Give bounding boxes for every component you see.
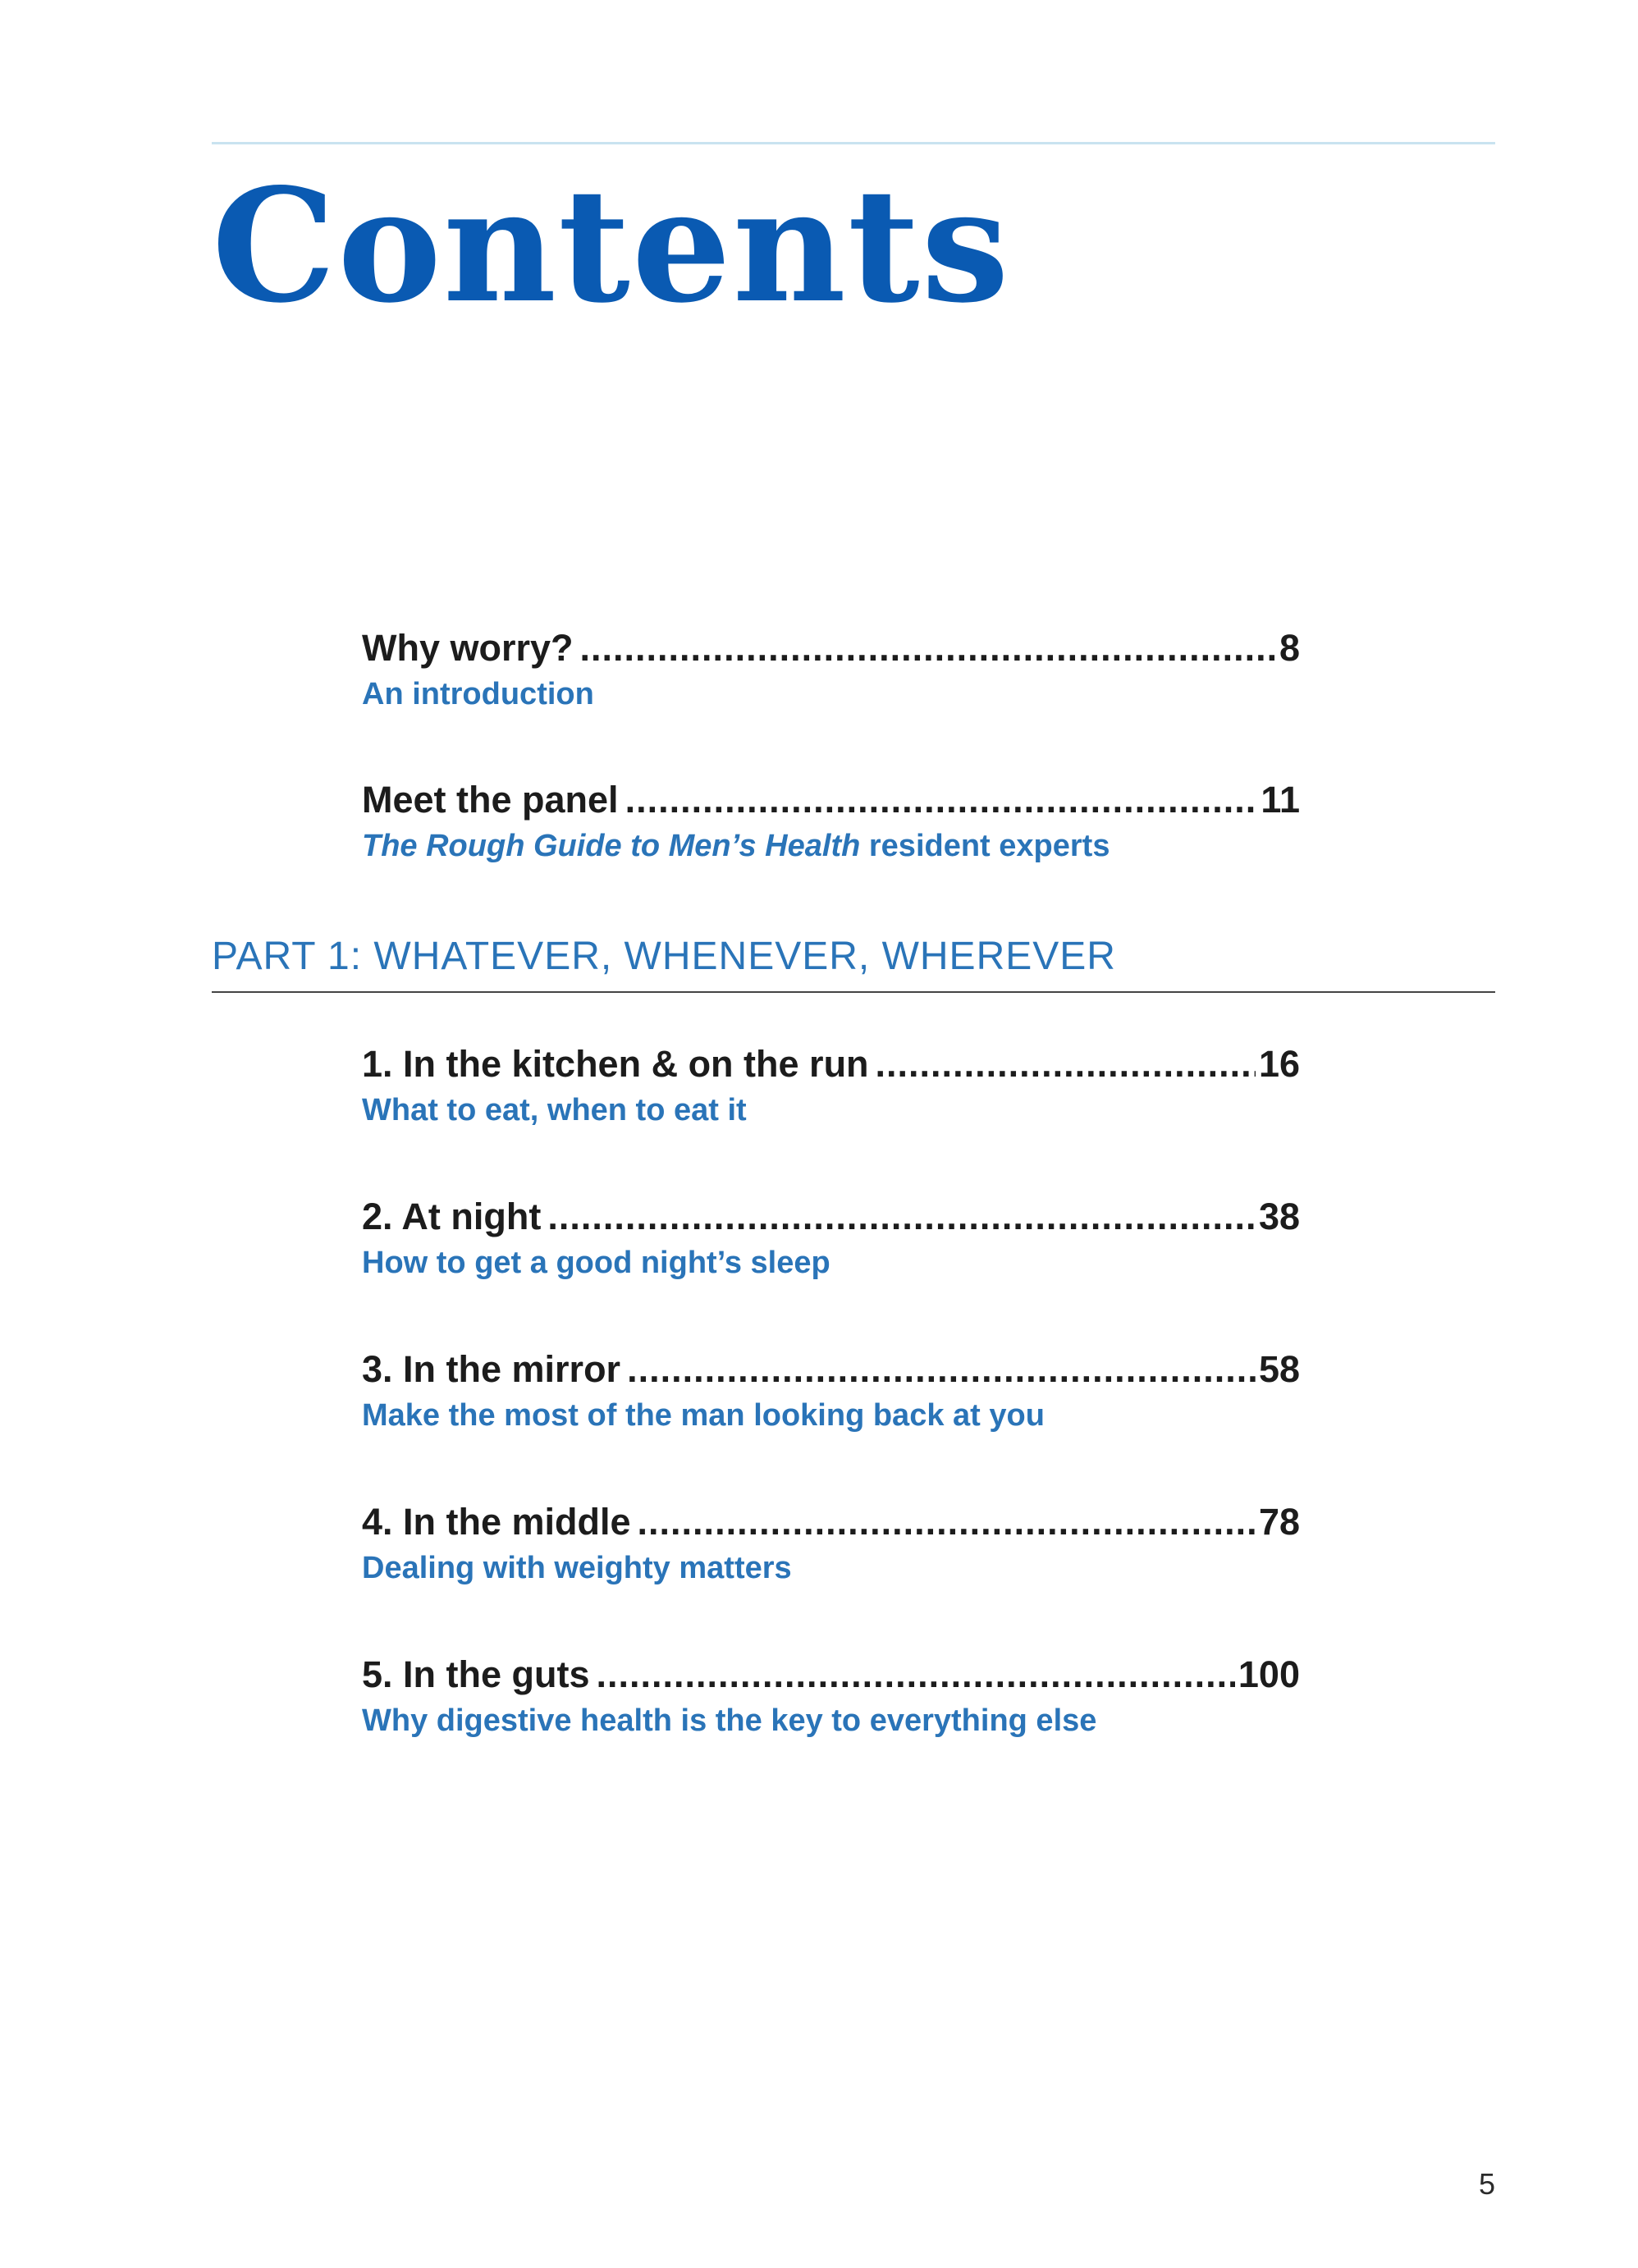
entry-page-number: 16 <box>1258 1043 1300 1085</box>
entry-title: Why worry? <box>362 627 574 669</box>
dot-leader <box>876 1041 1256 1087</box>
toc-entry-chapter-5[interactable] <box>362 1652 1300 1740</box>
entry-page-number: 38 <box>1258 1196 1300 1237</box>
entry-subtitle: How to get a good night’s sleep <box>362 1246 830 1280</box>
part-divider <box>212 991 1495 993</box>
entry-subtitle-text: An introduction <box>362 677 594 711</box>
toc-entry-chapter-1[interactable] <box>362 1041 1300 1130</box>
toc-entry-chapter-3[interactable] <box>362 1347 1300 1435</box>
entry-subtitle <box>362 826 1300 866</box>
entry-page-number: 8 <box>1279 627 1300 669</box>
entry-title: 2. At night <box>362 1196 542 1237</box>
entry-subtitle-text: resident experts <box>860 829 1110 863</box>
entry-line <box>362 1347 1300 1392</box>
entry-title: 3. In the mirror <box>362 1348 621 1390</box>
entry-title: Meet the panel <box>362 779 619 821</box>
entry-line <box>362 625 1300 671</box>
page-title: Contents <box>212 154 1011 337</box>
dot-leader <box>627 1347 1256 1392</box>
toc-entry-why-worry[interactable] <box>362 625 1300 714</box>
page-number: 5 <box>1478 2167 1495 2201</box>
entry-title: 5. In the guts <box>362 1653 590 1695</box>
entry-page-number: 78 <box>1258 1501 1300 1543</box>
entry-page-number: 58 <box>1258 1348 1300 1390</box>
entry-subtitle: Dealing with weighty matters <box>362 1551 792 1585</box>
entry-line <box>362 1652 1300 1698</box>
entry-line <box>362 777 1300 823</box>
entry-subtitle <box>362 674 1300 714</box>
dot-leader <box>547 1194 1256 1240</box>
entry-page-number: 11 <box>1261 779 1300 821</box>
entry-line <box>362 1041 1300 1087</box>
dot-leader <box>638 1499 1256 1545</box>
part-heading: PART 1: WHATEVER, WHENEVER, WHEREVER <box>212 935 1116 978</box>
toc-entry-chapter-2[interactable] <box>362 1194 1300 1283</box>
entry-line <box>362 1194 1300 1240</box>
entry-line <box>362 1499 1300 1545</box>
entry-page-number: 100 <box>1238 1653 1300 1695</box>
toc-entry-chapter-4[interactable] <box>362 1499 1300 1588</box>
entry-subtitle: Make the most of the man looking back at you <box>362 1398 1045 1433</box>
entry-title: 4. In the middle <box>362 1501 631 1543</box>
entry-title: 1. In the kitchen & on the run <box>362 1043 869 1085</box>
top-rule <box>212 142 1495 144</box>
dot-leader <box>580 625 1276 671</box>
dot-leader <box>625 777 1258 823</box>
entry-subtitle: Why digestive health is the key to everything else <box>362 1703 1097 1738</box>
toc-entry-meet-the-panel[interactable] <box>362 777 1300 866</box>
dot-leader <box>597 1652 1235 1698</box>
entry-subtitle: What to eat, when to eat it <box>362 1093 747 1127</box>
entry-subtitle-italic: The Rough Guide to Men’s Health <box>362 829 861 863</box>
